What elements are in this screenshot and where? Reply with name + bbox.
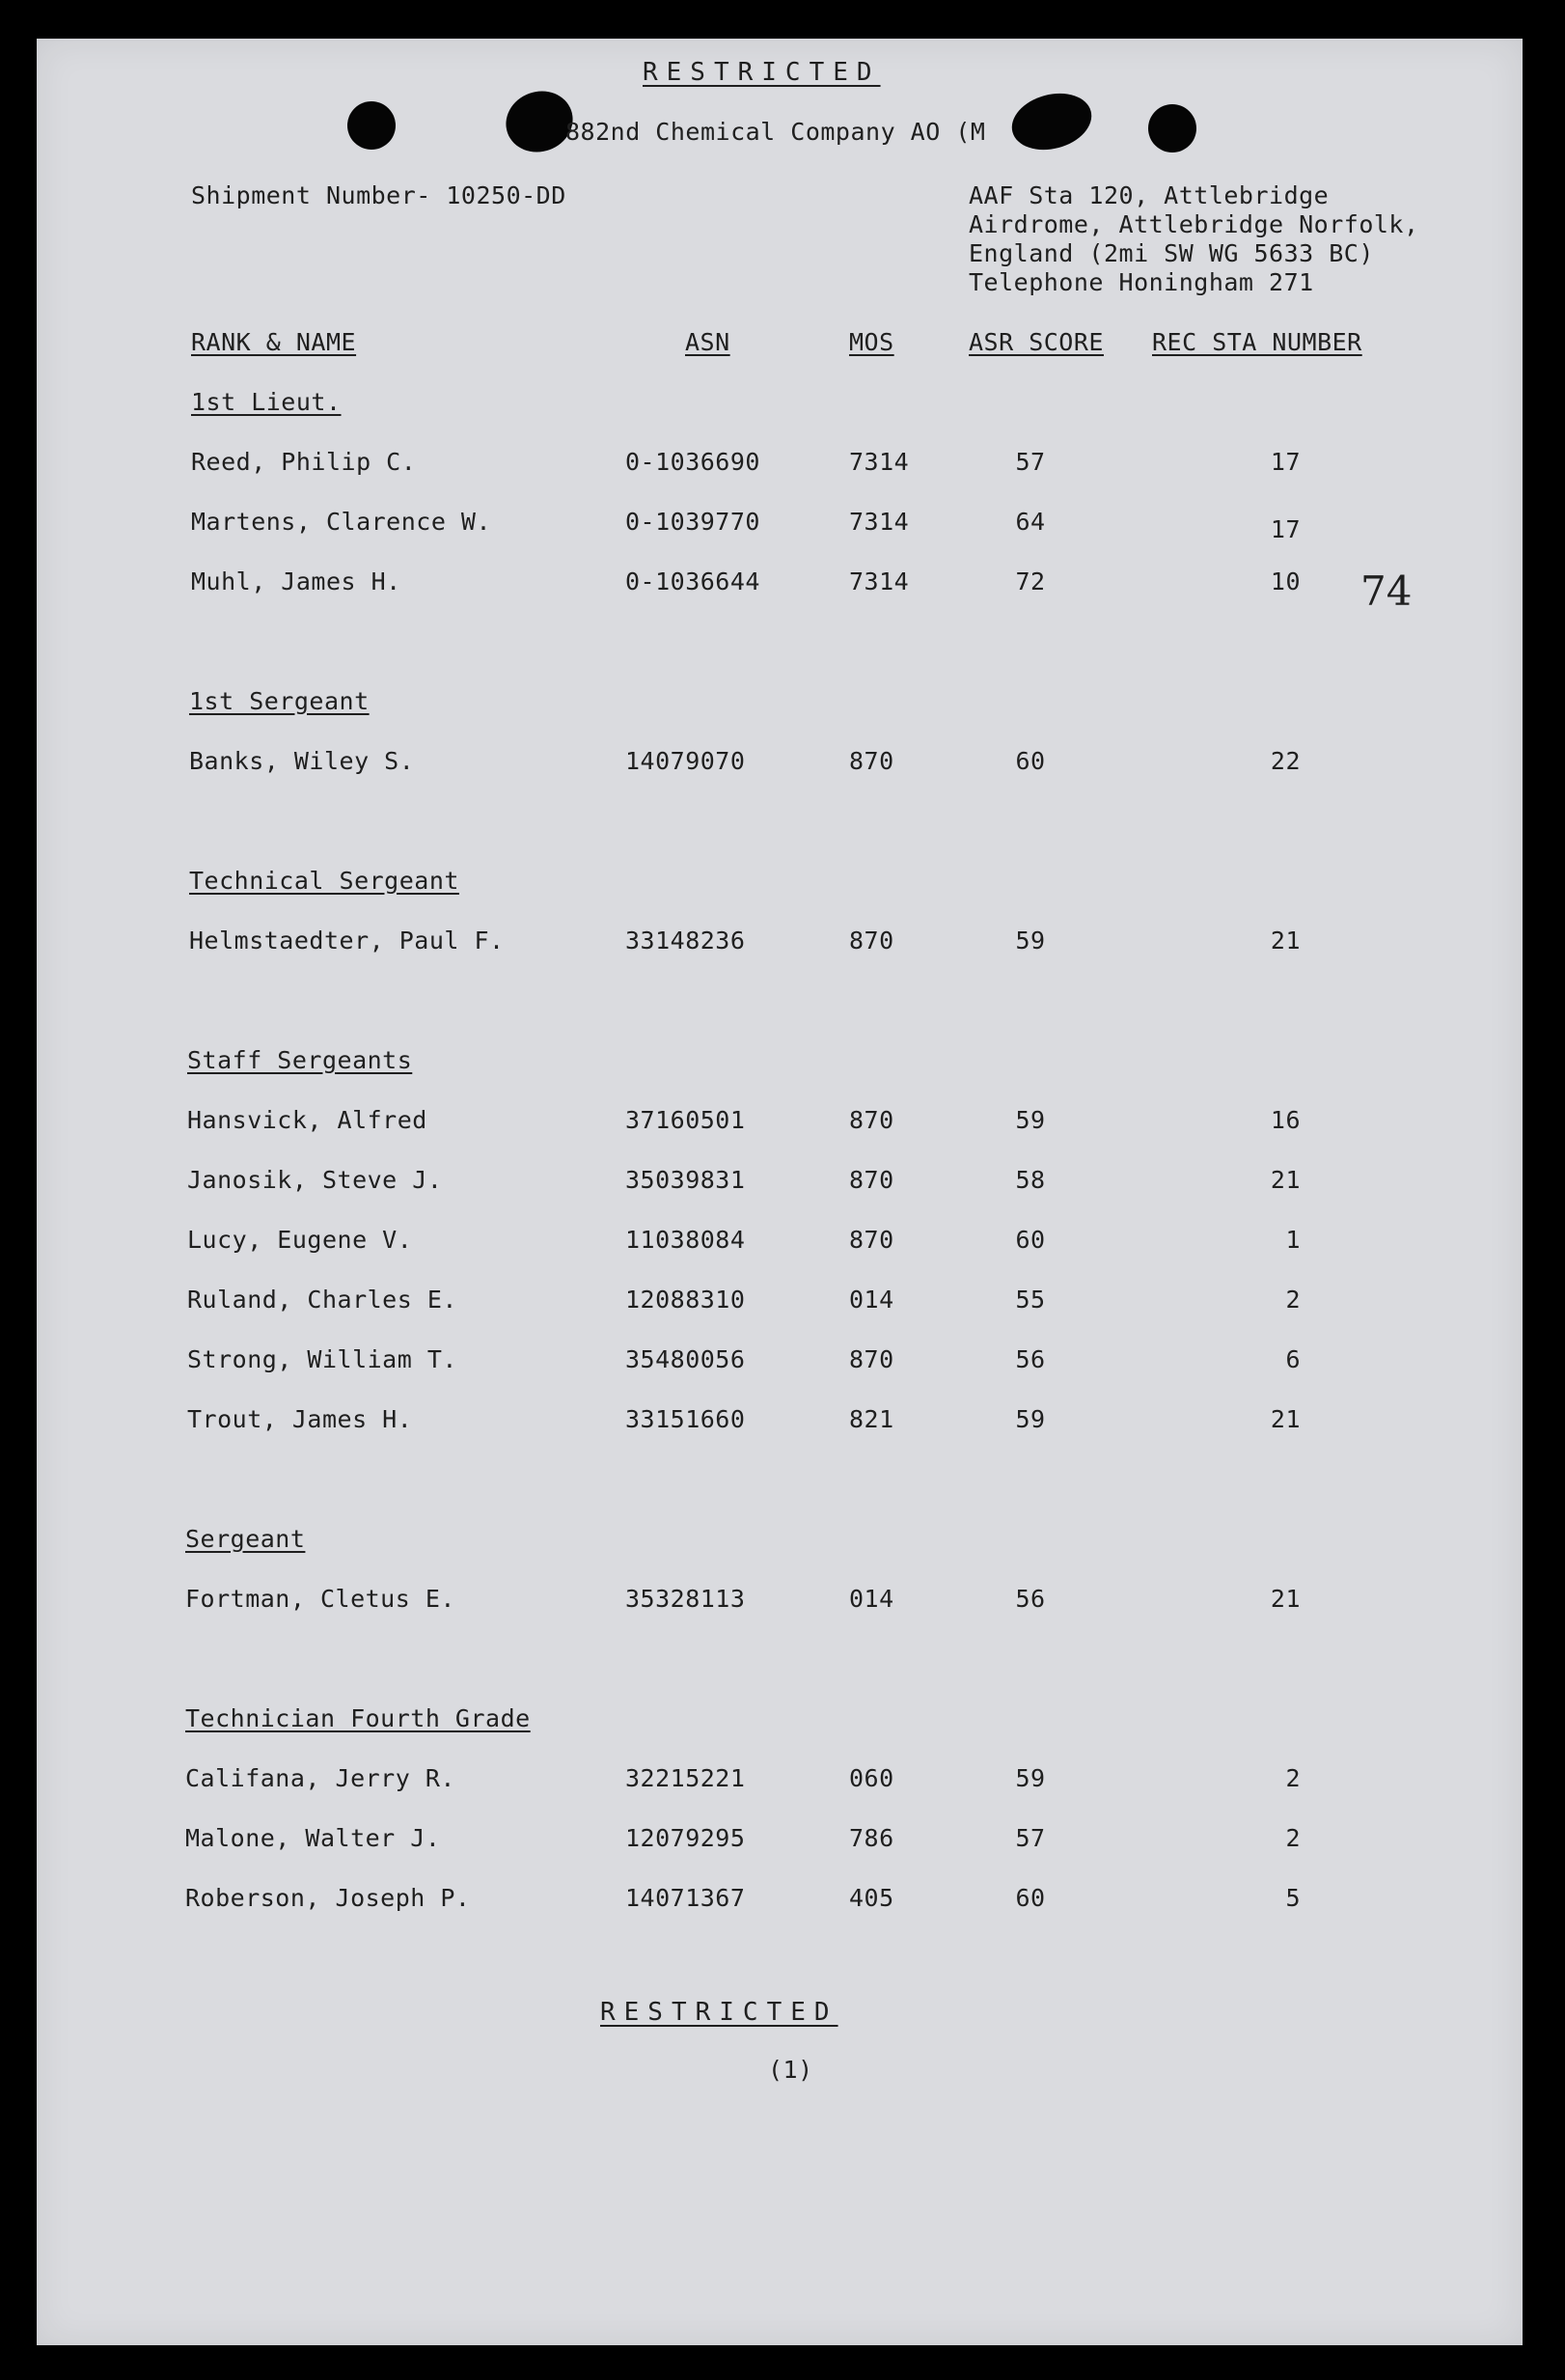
score-cell: 72 xyxy=(1015,567,1046,595)
mos-cell: 870 xyxy=(849,1106,894,1134)
mos-cell: 870 xyxy=(849,927,894,955)
rec-cell: 6 xyxy=(1285,1345,1301,1373)
mos-cell: 7314 xyxy=(849,448,910,476)
asn-cell: 11038084 xyxy=(625,1226,746,1254)
score-cell: 55 xyxy=(1015,1286,1046,1314)
rec-cell: 21 xyxy=(1270,1585,1301,1613)
rank-heading: Staff Sergeants xyxy=(187,1046,413,1074)
rank-heading: Sergeant xyxy=(185,1525,306,1553)
rec-cell: 2 xyxy=(1285,1824,1301,1852)
document-page xyxy=(37,39,1523,2345)
name-cell: Janosik, Steve J. xyxy=(187,1166,443,1194)
asn-cell: 35328113 xyxy=(625,1585,746,1613)
rec-cell: 16 xyxy=(1270,1106,1301,1134)
name-cell: Califana, Jerry R. xyxy=(185,1764,455,1792)
name-cell: Roberson, Joseph P. xyxy=(185,1884,471,1912)
rec-cell: 21 xyxy=(1270,1166,1301,1194)
rec-cell: 21 xyxy=(1270,927,1301,955)
punch-hole-left xyxy=(347,101,396,150)
name-cell: Ruland, Charles E. xyxy=(187,1286,457,1314)
name-cell: Helmstaedter, Paul F. xyxy=(189,927,505,955)
asn-cell: 37160501 xyxy=(625,1106,746,1134)
score-cell: 59 xyxy=(1015,927,1046,955)
rank-heading: Technician Fourth Grade xyxy=(185,1704,531,1732)
score-cell: 60 xyxy=(1015,1226,1046,1254)
asn-cell: 12079295 xyxy=(625,1824,746,1852)
name-cell: Malone, Walter J. xyxy=(185,1824,441,1852)
rec-cell: 2 xyxy=(1285,1764,1301,1792)
address-line: England (2mi SW WG 5633 BC) xyxy=(969,239,1374,267)
address-line: AAF Sta 120, Attlebridge xyxy=(969,181,1330,209)
asn-cell: 33148236 xyxy=(625,927,746,955)
rank-heading: 1st Sergeant xyxy=(189,687,370,715)
rank-heading: 1st Lieut. xyxy=(191,388,342,416)
mos-cell: 870 xyxy=(849,1226,894,1254)
col-header-rec-sta: REC STA NUMBER xyxy=(1152,328,1362,356)
score-cell: 57 xyxy=(1015,448,1046,476)
mos-cell: 821 xyxy=(849,1405,894,1433)
page-number: (1) xyxy=(768,2056,813,2084)
col-header-asr-score: ASR SCORE xyxy=(969,328,1104,356)
col-header-asn: ASN xyxy=(685,328,730,356)
restricted-footer: RESTRICTED xyxy=(600,1998,838,2027)
mos-cell: 014 xyxy=(849,1585,894,1613)
rank-heading: Technical Sergeant xyxy=(189,867,459,895)
rec-cell: 10 xyxy=(1270,567,1301,595)
score-cell: 64 xyxy=(1015,508,1046,536)
score-cell: 60 xyxy=(1015,1884,1046,1912)
asn-cell: 0-1036644 xyxy=(625,567,760,595)
rec-cell: 5 xyxy=(1285,1884,1301,1912)
mos-cell: 014 xyxy=(849,1286,894,1314)
mos-cell: 786 xyxy=(849,1824,894,1852)
name-cell: Trout, James H. xyxy=(187,1405,413,1433)
rec-cell: 22 xyxy=(1270,747,1301,775)
handwritten-number: 74 xyxy=(1360,567,1413,615)
score-cell: 60 xyxy=(1015,747,1046,775)
mos-cell: 060 xyxy=(849,1764,894,1792)
rec-cell: 1 xyxy=(1285,1226,1301,1254)
score-cell: 57 xyxy=(1015,1824,1046,1852)
col-header-rank-name: RANK & NAME xyxy=(191,328,357,356)
name-cell: Banks, Wiley S. xyxy=(189,747,415,775)
asn-cell: 12088310 xyxy=(625,1286,746,1314)
mos-cell: 7314 xyxy=(849,567,910,595)
address-line: Airdrome, Attlebridge Norfolk, xyxy=(969,210,1419,238)
asn-cell: 0-1036690 xyxy=(625,448,760,476)
asn-cell: 0-1039770 xyxy=(625,508,760,536)
name-cell: Fortman, Cletus E. xyxy=(185,1585,455,1613)
score-cell: 56 xyxy=(1015,1345,1046,1373)
name-cell: Hansvick, Alfred xyxy=(187,1106,427,1134)
score-cell: 59 xyxy=(1015,1106,1046,1134)
col-header-mos: MOS xyxy=(849,328,894,356)
score-cell: 56 xyxy=(1015,1585,1046,1613)
rec-cell: 17 xyxy=(1270,448,1301,476)
restricted-header: RESTRICTED xyxy=(643,58,881,87)
shipment-number: Shipment Number- 10250-DD xyxy=(191,181,566,209)
asn-cell: 33151660 xyxy=(625,1405,746,1433)
company-title: 882nd Chemical Company AO (M xyxy=(565,118,986,146)
mos-cell: 405 xyxy=(849,1884,894,1912)
asn-cell: 35480056 xyxy=(625,1345,746,1373)
mos-cell: 870 xyxy=(849,747,894,775)
score-cell: 59 xyxy=(1015,1764,1046,1792)
rec-cell: 17 xyxy=(1270,515,1301,543)
name-cell: Strong, William T. xyxy=(187,1345,457,1373)
mos-cell: 870 xyxy=(849,1166,894,1194)
asn-cell: 14071367 xyxy=(625,1884,746,1912)
asn-cell: 32215221 xyxy=(625,1764,746,1792)
mos-cell: 7314 xyxy=(849,508,910,536)
score-cell: 58 xyxy=(1015,1166,1046,1194)
mos-cell: 870 xyxy=(849,1345,894,1373)
name-cell: Reed, Philip C. xyxy=(191,448,417,476)
asn-cell: 14079070 xyxy=(625,747,746,775)
name-cell: Muhl, James H. xyxy=(191,567,401,595)
address-line: Telephone Honingham 271 xyxy=(969,268,1314,296)
name-cell: Martens, Clarence W. xyxy=(191,508,492,536)
score-cell: 59 xyxy=(1015,1405,1046,1433)
punch-hole-right xyxy=(1148,104,1196,152)
ink-blot xyxy=(1005,85,1098,158)
name-cell: Lucy, Eugene V. xyxy=(187,1226,413,1254)
rec-cell: 21 xyxy=(1270,1405,1301,1433)
asn-cell: 35039831 xyxy=(625,1166,746,1194)
rec-cell: 2 xyxy=(1285,1286,1301,1314)
